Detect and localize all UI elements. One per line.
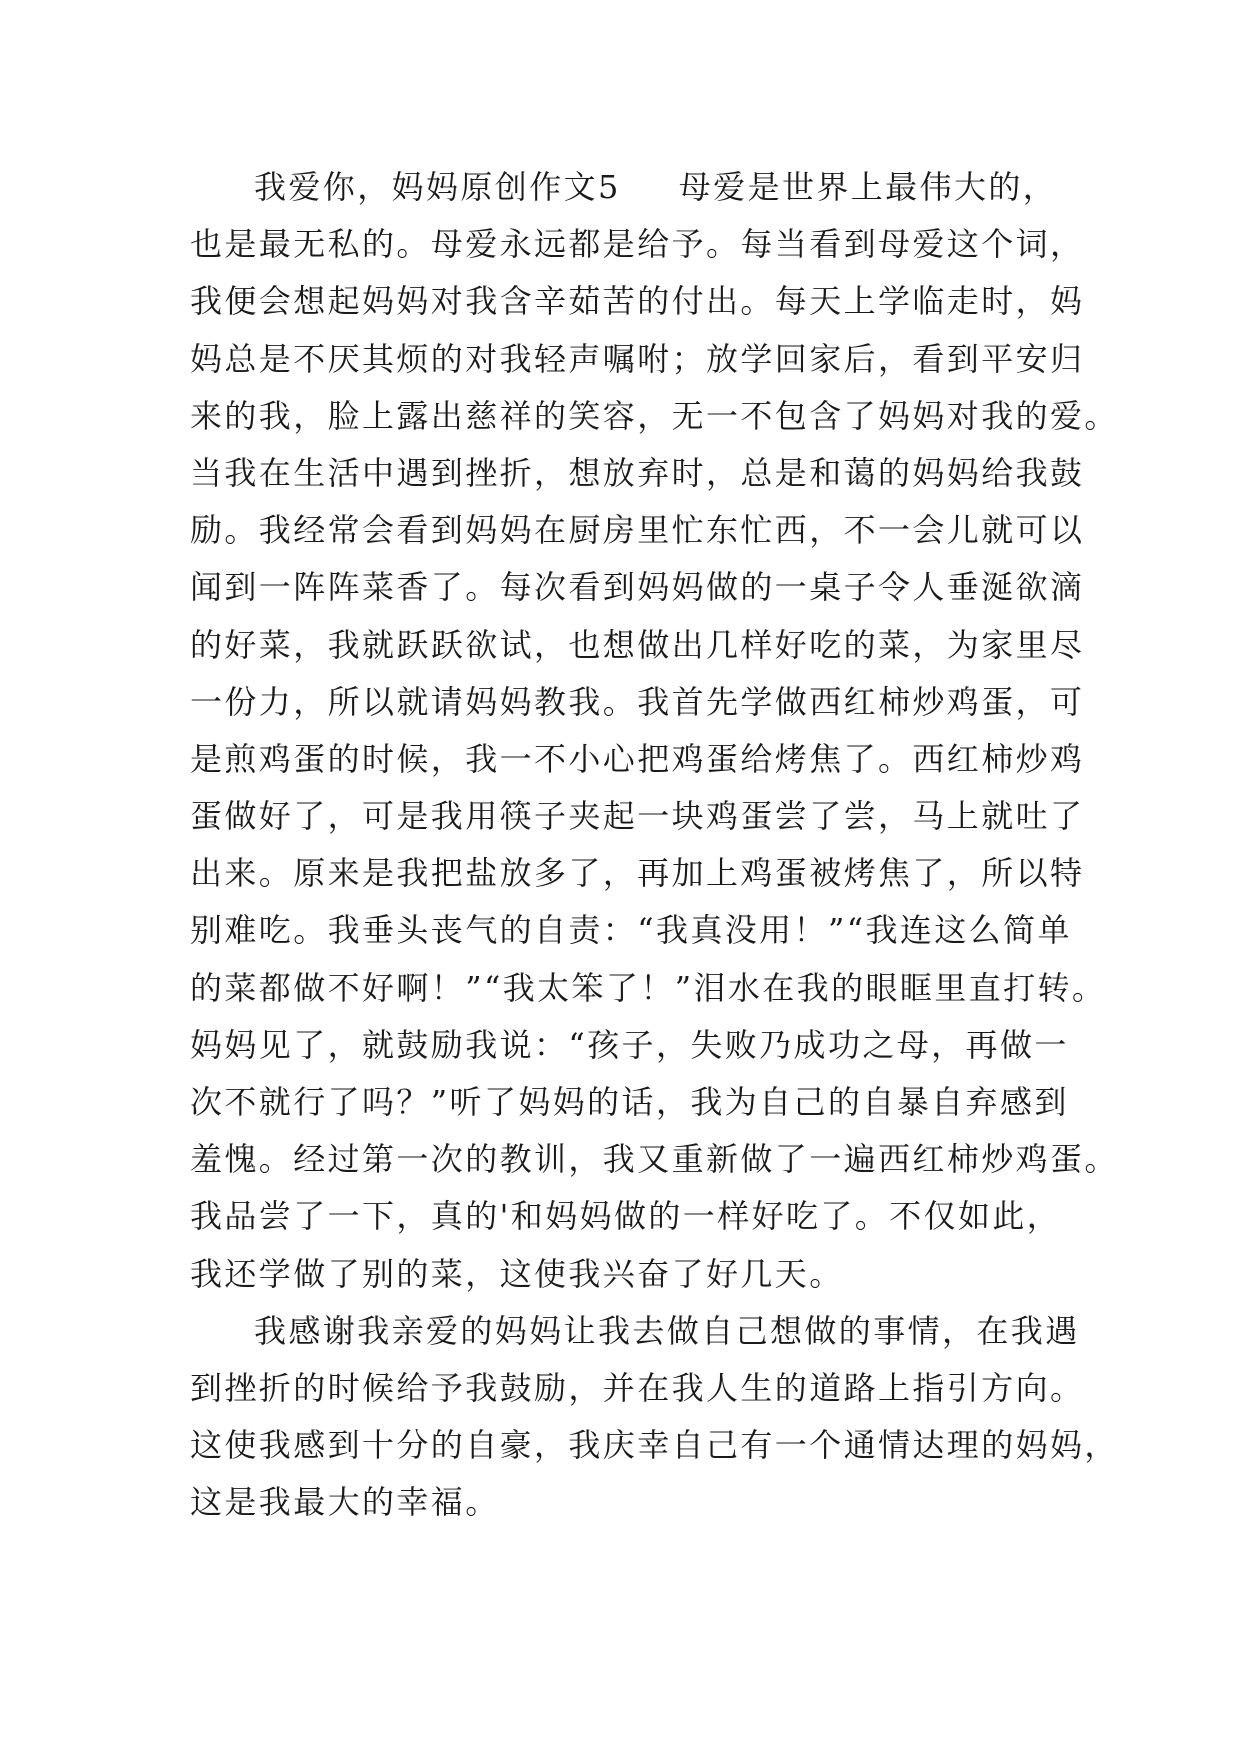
paragraph-1-line-6: 当我在生活中遇到挫折，想放弃时，总是和蔼的妈妈给我鼓	[190, 453, 1085, 492]
paragraph-1-line-12: 蛋做好了，可是我用筷子夹起一块鸡蛋尝了尝，马上就吐了	[190, 797, 1085, 836]
paragraph-1-line-7: 励。我经常会看到妈妈在厨房里忙东忙西，不一会儿就可以	[190, 511, 1085, 550]
paragraph-2-line-4: 这是我最大的幸福。	[190, 1483, 500, 1522]
paragraph-1-line-16: 妈妈见了，就鼓励我说：“孩子，失败乃成功之母，再做一	[190, 1025, 1069, 1064]
paragraph-1-line-2: 也是最无私的。母爱永远都是给予。每当看到母爱这个词，	[190, 225, 1085, 264]
paragraph-1-line-13: 出来。原来是我把盐放多了，再加上鸡蛋被烤焦了，所以特	[190, 854, 1085, 893]
paragraph-1-line-15: 的菜都做不好啊！”“我太笨了！”泪水在我的眼眶里直打转。	[190, 968, 1107, 1007]
paragraph-1-line-10: 一份力，所以就请妈妈教我。我首先学做西红柿炒鸡蛋，可	[190, 682, 1085, 721]
paragraph-1-line-18: 羞愧。经过第一次的教训，我又重新做了一遍西红柿炒鸡蛋。	[190, 1140, 1119, 1179]
article-title: 我爱你，妈妈原创作文5	[254, 168, 621, 206]
paragraph-1-line-14: 别难吃。我垂头丧气的自责：“我真没用！”“我连这么简单	[190, 911, 1072, 950]
paragraph-1-line-5: 来的我，脸上露出慈祥的笑容，无一不包含了妈妈对我的爱。	[190, 396, 1119, 435]
paragraph-1-line-19: 我品尝了一下，真的'和妈妈做的一样好吃了。不仅如此，	[190, 1197, 1062, 1236]
paragraph-2-line-1: 我感谢我亲爱的妈妈让我去做自己想做的事情，在我遇	[254, 1311, 1080, 1350]
title-line	[190, 159, 1070, 216]
paragraph-1-line-1: 母爱是世界上最伟大的，	[678, 168, 1058, 206]
paragraph-1-line-9: 的好菜，我就跃跃欲试，也想做出几样好吃的菜，为家里尽	[190, 625, 1085, 664]
paragraph-1-line-4: 妈总是不厌其烦的对我轻声嘱咐；放学回家后，看到平安归	[190, 339, 1085, 378]
paragraph-1-line-3: 我便会想起妈妈对我含辛茹苦的付出。每天上学临走时，妈	[190, 282, 1085, 321]
paragraph-2-line-3: 这使我感到十分的自豪，我庆幸自己有一个通情达理的妈妈，	[190, 1426, 1119, 1465]
paragraph-1-line-20: 我还学做了别的菜，这使我兴奋了好几天。	[190, 1254, 844, 1293]
article-body	[190, 159, 1119, 1532]
paragraph-1-line-8: 闻到一阵阵菜香了。每次看到妈妈做的一桌子令人垂涎欲滴	[190, 568, 1085, 607]
paragraph-1-line-17: 次不就行了吗？”听了妈妈的话，我为自己的自暴自弃感到	[190, 1083, 1069, 1121]
paragraph-1-line-11: 是煎鸡蛋的时候，我一不小心把鸡蛋给烤焦了。西红柿炒鸡	[190, 739, 1085, 778]
paragraph-2-line-2: 到挫折的时候给予我鼓励，并在我人生的道路上指引方向。	[190, 1368, 1085, 1407]
